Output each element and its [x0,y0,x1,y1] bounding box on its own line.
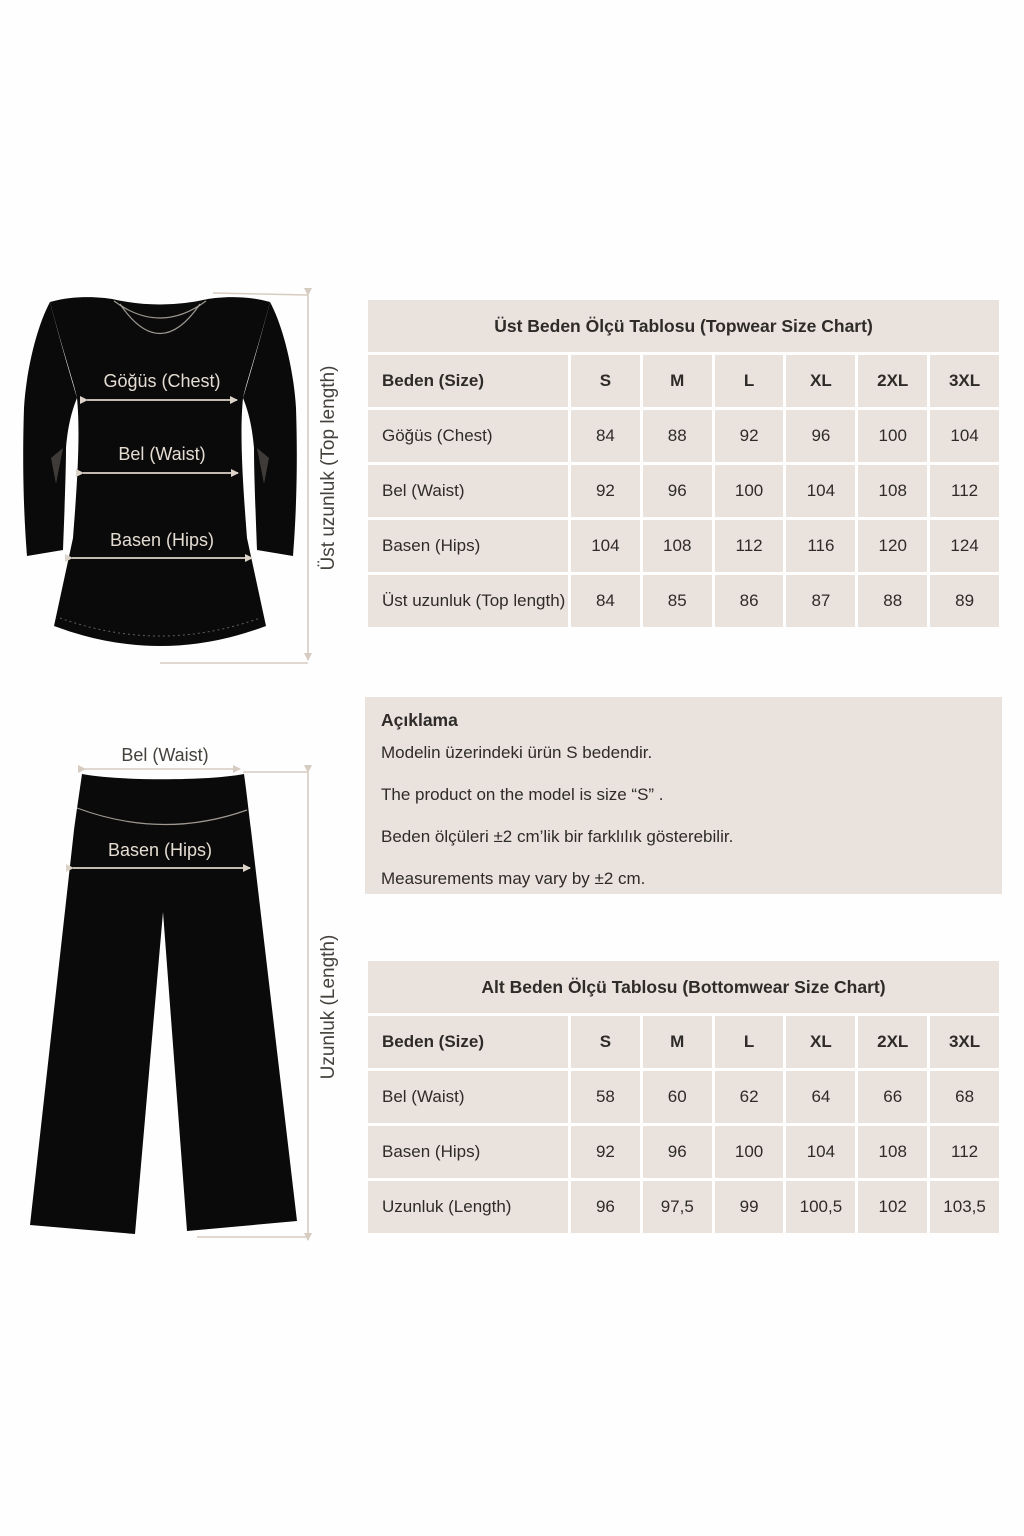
row-label-chest: Göğüs (Chest) [368,410,568,462]
topwear-size-table [365,297,1002,630]
topwear-table-title: Üst Beden Ölçü Tablosu (Topwear Size Chart) [368,300,999,352]
size-value-cell: 104 [786,465,855,517]
row-label-waist: Bel (Waist) [368,1071,568,1123]
pants-hips-label: Basen (Hips) [107,840,213,860]
size-value-cell: 96 [786,410,855,462]
col-header-xl: XL [786,1016,855,1068]
note-line-en-tolerance: Measurements may vary by ±2 cm. [381,869,646,888]
size-value-cell: 104 [930,410,999,462]
pants-length-label: Uzunluk (Length) [318,934,339,1080]
note-line-tr-tolerance: Beden ölçüleri ±2 cm’lik bir farklılık gösterebilir. [381,827,734,846]
size-value-cell: 68 [930,1071,999,1123]
pants-waist-label: Bel (Waist) [121,745,209,765]
col-header-s: S [571,355,640,407]
top-length-tick-top [213,293,308,295]
col-header-l: L [715,1016,784,1068]
tunic-body-shape [50,297,270,646]
size-value-cell: 100,5 [786,1181,855,1233]
table-row [368,520,999,572]
size-value-cell: 86 [715,575,784,627]
size-value-cell: 124 [930,520,999,572]
row-label-hips: Basen (Hips) [368,520,568,572]
row-label-length: Uzunluk (Length) [368,1181,568,1233]
notes-box [365,697,1002,894]
col-header-size: Beden (Size) [368,1016,568,1068]
size-value-cell: 64 [786,1071,855,1123]
size-value-cell: 99 [715,1181,784,1233]
topwear-figure [18,288,358,694]
notes-title: Açıklama [381,710,458,730]
size-value-cell: 96 [571,1181,640,1233]
size-value-cell: 102 [858,1181,927,1233]
row-label-hips: Basen (Hips) [368,1126,568,1178]
size-value-cell: 84 [571,410,640,462]
size-value-cell: 96 [643,465,712,517]
size-value-cell: 97,5 [643,1181,712,1233]
top-length-label: Üst uzunluk (Top length) [318,365,339,571]
row-label-waist: Bel (Waist) [368,465,568,517]
col-header-l: L [715,355,784,407]
size-value-cell: 100 [858,410,927,462]
size-value-cell: 108 [643,520,712,572]
col-header-3xl: 3XL [930,355,999,407]
col-header-2xl: 2XL [858,1016,927,1068]
size-value-cell: 112 [930,465,999,517]
row-label-top-length: Üst uzunluk (Top length) [368,575,568,627]
size-value-cell: 112 [930,1126,999,1178]
size-value-cell: 108 [858,1126,927,1178]
size-value-cell: 84 [571,575,640,627]
size-value-cell: 66 [858,1071,927,1123]
size-value-cell: 85 [643,575,712,627]
table-row [368,575,999,627]
table-row [368,1181,999,1233]
col-header-2xl: 2XL [858,355,927,407]
size-value-cell: 92 [715,410,784,462]
note-line-tr-model: Modelin üzerindeki ürün S bedendir. [381,743,653,762]
tunic-chest-label: Göğüs (Chest) [103,371,221,391]
size-value-cell: 88 [643,410,712,462]
size-value-cell: 103,5 [930,1181,999,1233]
size-value-cell: 116 [786,520,855,572]
size-value-cell: 112 [715,520,784,572]
size-value-cell: 62 [715,1071,784,1123]
bottomwear-size-table [365,958,1002,1236]
col-header-s: S [571,1016,640,1068]
size-value-cell: 58 [571,1071,640,1123]
size-value-cell: 87 [786,575,855,627]
size-value-cell: 88 [858,575,927,627]
size-value-cell: 104 [571,520,640,572]
table-row [368,1071,999,1123]
size-value-cell: 100 [715,1126,784,1178]
bottomwear-table-title: Alt Beden Ölçü Tablosu (Bottomwear Size Chart) [368,961,999,1013]
table-row [368,1126,999,1178]
size-value-cell: 104 [786,1126,855,1178]
size-value-cell: 100 [715,465,784,517]
tunic-waist-label: Bel (Waist) [118,444,206,464]
size-value-cell: 120 [858,520,927,572]
col-header-size: Beden (Size) [368,355,568,407]
size-value-cell: 60 [643,1071,712,1123]
size-value-cell: 92 [571,465,640,517]
col-header-3xl: 3XL [930,1016,999,1068]
bottomwear-figure [18,735,358,1255]
col-header-m: M [643,355,712,407]
size-value-cell: 89 [930,575,999,627]
size-value-cell: 96 [643,1126,712,1178]
table-row [368,410,999,462]
size-value-cell: 92 [571,1126,640,1178]
note-line-en-model: The product on the model is size “S” . [381,785,664,804]
table-row [368,465,999,517]
tunic-hips-label: Basen (Hips) [109,530,215,550]
col-header-m: M [643,1016,712,1068]
col-header-xl: XL [786,355,855,407]
size-value-cell: 108 [858,465,927,517]
